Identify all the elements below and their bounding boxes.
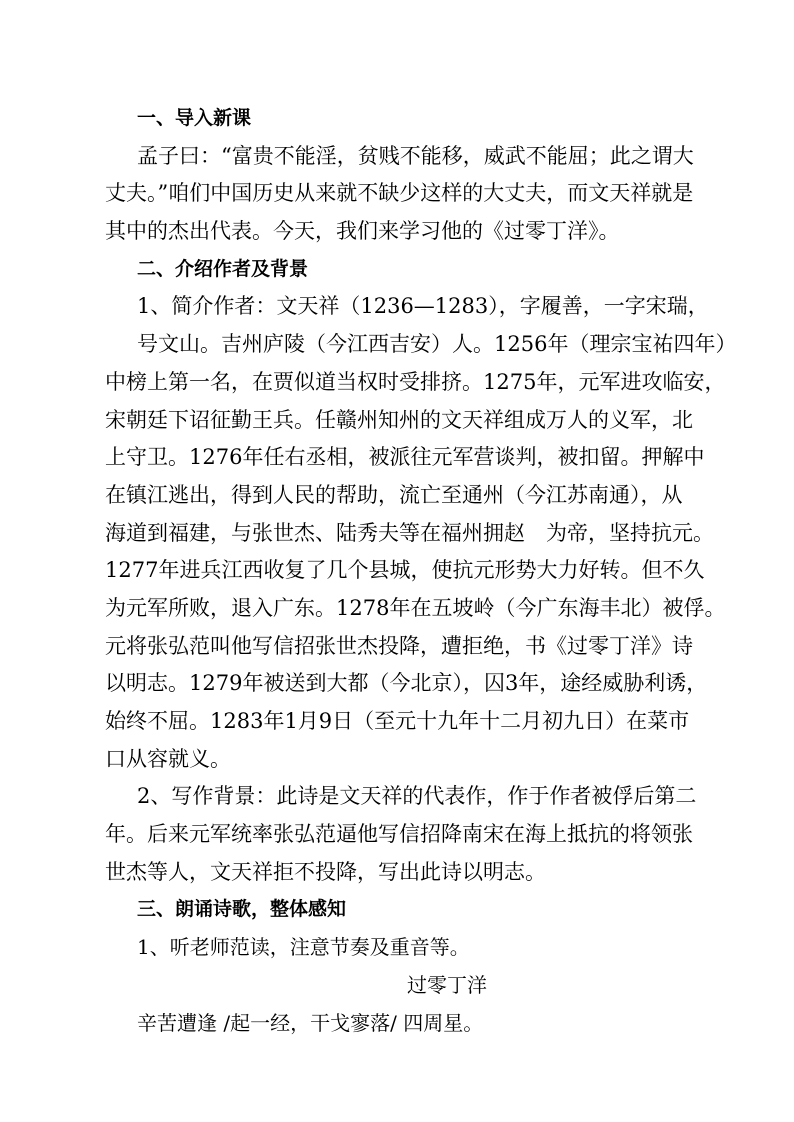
paragraph-line: 丈夫。”咱们中国历史从来就不缺少这样的大丈夫，而文天祥就是: [105, 181, 694, 206]
section-1-heading: 一、导入新课: [137, 107, 252, 129]
paragraph-line: 其中的杰出代表。今天，我们来学习他的《过零丁洋》。: [105, 219, 620, 244]
paragraph-line: 在镇江逃出，得到人民的帮助，流亡至通州（今江苏南通），从: [105, 482, 683, 507]
paragraph-line: 中榜上第一名，在贾似道当权时受排挤。1275年，元军进攻临安，: [105, 369, 726, 394]
paragraph-line: 以明志。1279年被送到大都（今北京），囚3年，途经威胁利诱，: [105, 671, 708, 696]
poem-title: 过零丁洋: [407, 972, 487, 997]
section-2-heading: 二、介绍作者及背景: [137, 257, 309, 280]
paragraph-line: 为元军所败，退入广东。1278年在五坡岭（今广东海丰北）被俘。: [105, 595, 726, 620]
document-page: [105, 100, 737, 1042]
paragraph-line: 海道到福建，与张世杰、陆秀夫等在福州拥赵 为帝，坚持抗元。: [105, 520, 714, 545]
paragraph-line: 元将张弘范叫他写信招张世杰投降，遭拒绝，书《过零丁洋》诗: [105, 633, 693, 658]
paragraph-line: 年。后来元军统率张弘范逼他写信招降南宋在海上抵抗的将领张: [105, 822, 693, 847]
writing-background-paragraph: [105, 778, 717, 891]
paragraph-line: 口从容就义。: [105, 746, 231, 771]
paragraph-line: 2、写作背景：此诗是文天祥的代表作，作于作者被俘后第二: [137, 784, 697, 809]
paragraph-line: 1、简介作者：文天祥（1236—1283），字履善，一字宋瑞，: [137, 294, 709, 319]
author-intro-paragraph: [105, 288, 737, 778]
instruction-line: 1、听老师范读，注意节奏及重音等。: [137, 935, 470, 960]
paragraph-line: 世杰等人，文天祥拒不投降，写出此诗以明志。: [105, 859, 546, 884]
poem-line: 辛苦遭逢 /起一经，干戈寥落/ 四周星。: [137, 1010, 484, 1035]
paragraph-line: 号文山。吉州庐陵（今江西吉安）人。1256年（理宗宝祐四年）: [137, 332, 737, 357]
paragraph-line: 始终不屈。1283年1月9日（至元十九年十二月初九日）在菜市: [105, 709, 690, 733]
paragraph-line: 孟子曰：“富贵不能淫，贫贱不能移，威武不能屈；此之谓大: [137, 143, 694, 168]
paragraph-line: 1277年进兵江西收复了几个县城，使抗元形势大力好转。但不久: [105, 558, 705, 583]
paragraph-line: 宋朝廷下诏征勤王兵。任赣州知州的文天祥组成万人的义军，北: [105, 407, 693, 432]
section-3-heading: 三、朗诵诗歌，整体感知: [137, 898, 347, 921]
section-1-paragraph: [105, 138, 717, 251]
paragraph-line: 上守卫。1276年任右丞相，被派往元军营谈判，被扣留。押解中: [105, 445, 705, 470]
